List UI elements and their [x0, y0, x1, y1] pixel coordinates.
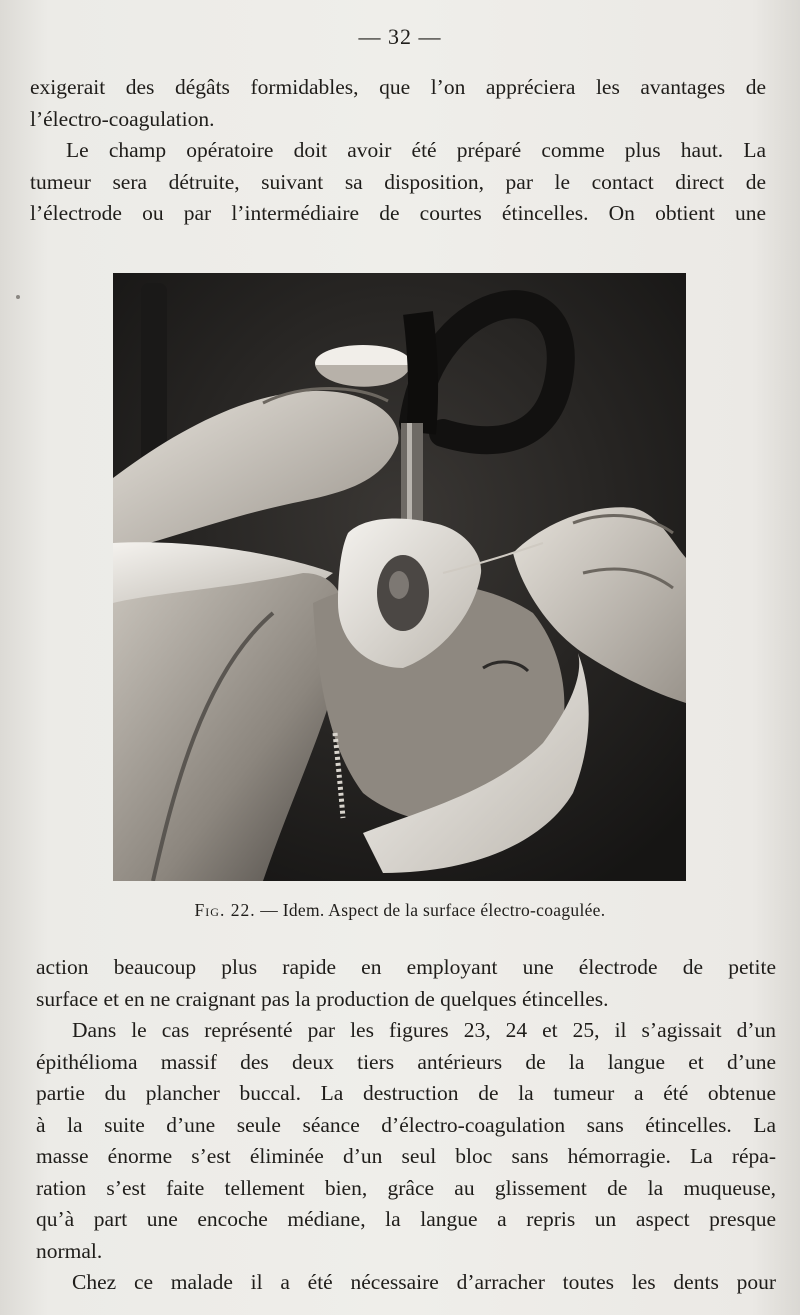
surgical-photograph [113, 273, 686, 881]
text-line: action beaucoup plus rapide en employant une électrode de petite [36, 955, 776, 979]
text-line: ration s’est faite tellement bien, grâce au glissement de la muqueuse, [36, 1175, 776, 1200]
text-line: exigerait des dégâts formidables, que l’on appréciera les avantages de [30, 75, 766, 99]
text-line: partie du plancher buccal. La destruction de la tumeur a été obtenue [36, 1081, 776, 1105]
text-line: Le champ opératoire doit avoir été préparé comme plus haut. La [66, 138, 766, 162]
text-line: qu’à part une encoche médiane, la langue a repris un aspect presque [36, 1207, 776, 1231]
text-line: surface et en ne craignant pas la production de quelques étincelles. [36, 986, 609, 1011]
ink-speck [16, 295, 20, 299]
text-line: normal. [36, 1238, 103, 1263]
text-line: Dans le cas représenté par les figures 23, 24 et 25, il s’agissait d’un [72, 1018, 776, 1042]
top-paragraph [30, 72, 766, 230]
figure-label: Fig. 22. [194, 900, 256, 920]
text-line: masse énorme s’est éliminée d’un seul bloc sans hémorragie. La répa- [36, 1144, 776, 1168]
bottom-paragraph [36, 952, 776, 1299]
text-line: épithélioma massif des deux tiers antérieurs de la langue et d’une [36, 1049, 776, 1074]
figure-caption [0, 900, 800, 921]
page-number: — 32 — [358, 24, 442, 49]
text-line: l’électrode ou par l’intermédiaire de courtes étincelles. On obtient une [30, 201, 766, 225]
text-line: tumeur sera détruite, suivant sa disposition, par le contact direct de [30, 169, 766, 194]
text-line: Chez ce malade il a été nécessaire d’arracher toutes les dents pour [72, 1270, 776, 1294]
text-line: l’électro-coagulation. [30, 106, 215, 131]
figure-caption-text: — Idem. Aspect de la surface électro-coagulée. [260, 900, 606, 920]
text-line: à la suite d’une seule séance d’électro-coagulation sans étincelles. La [36, 1112, 776, 1137]
